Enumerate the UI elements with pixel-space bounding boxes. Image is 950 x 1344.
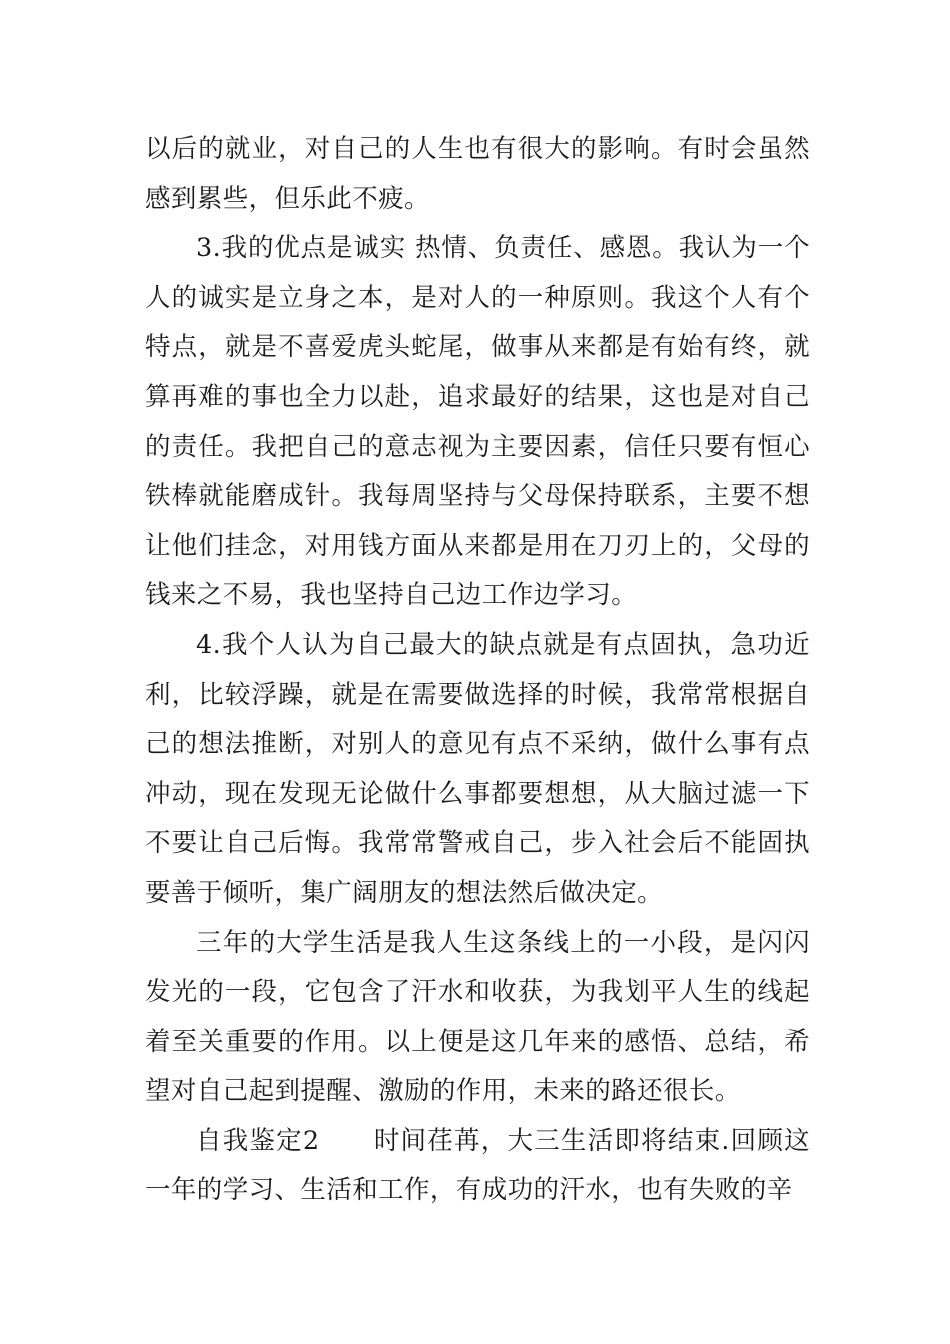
paragraph-self-assessment-2: 自我鉴定2 时间荏苒，大三生活即将结束.回顾这一年的学习、生活和工作，有成功的汗水，也有失败的辛 xyxy=(145,1125,810,1206)
paragraph-conclusion: 三年的大学生活是我人生这条线上的一小段，是闪闪发光的一段，它包含了汗水和收获，为我划平人生的线起着至关重要的作用。以上便是这几年来的感悟、总结，希望对自己起到提醒、激励的作用，未来的路还很长。 xyxy=(145,927,810,1107)
paragraph-continuation: 以后的就业，对自己的人生也有很大的影响。有时会虽然感到累些，但乐此不疲。 xyxy=(145,134,810,214)
paragraph-weaknesses: 4.我个人认为自己最大的缺点就是有点固执，急功近利，比较浮躁，就是在需要做选择的时候，我常常根据自己的想法推断，对别人的意见有点不采纳，做什么事有点冲动，现在发现无论做什么事都要想想，从大脑过滤一下不要让自己后悔。我常常警戒自己，步入社会后不能固执要善于倾听，集广阔朋友的想法然后做决定。 xyxy=(145,629,810,908)
document-body xyxy=(145,125,810,1216)
paragraph-strengths: 3.我的优点是诚实 热情、负责任、感恩。我认为一个人的诚实是立身之本，是对人的一种原则。我这个人有个特点，就是不喜爱虎头蛇尾，做事从来都是有始有终，就算再难的事也全力以赴，追求最好的结果，这也是对自己的责任。我把自己的意志视为主要因素，信任只要有恒心铁棒就能磨成针。我每周坚持与父母保持联系，主要不想让他们挂念，对用钱方面从来都是用在刀刃上的，父母的钱来之不易，我也坚持自己边工作边学习。 xyxy=(145,233,810,611)
